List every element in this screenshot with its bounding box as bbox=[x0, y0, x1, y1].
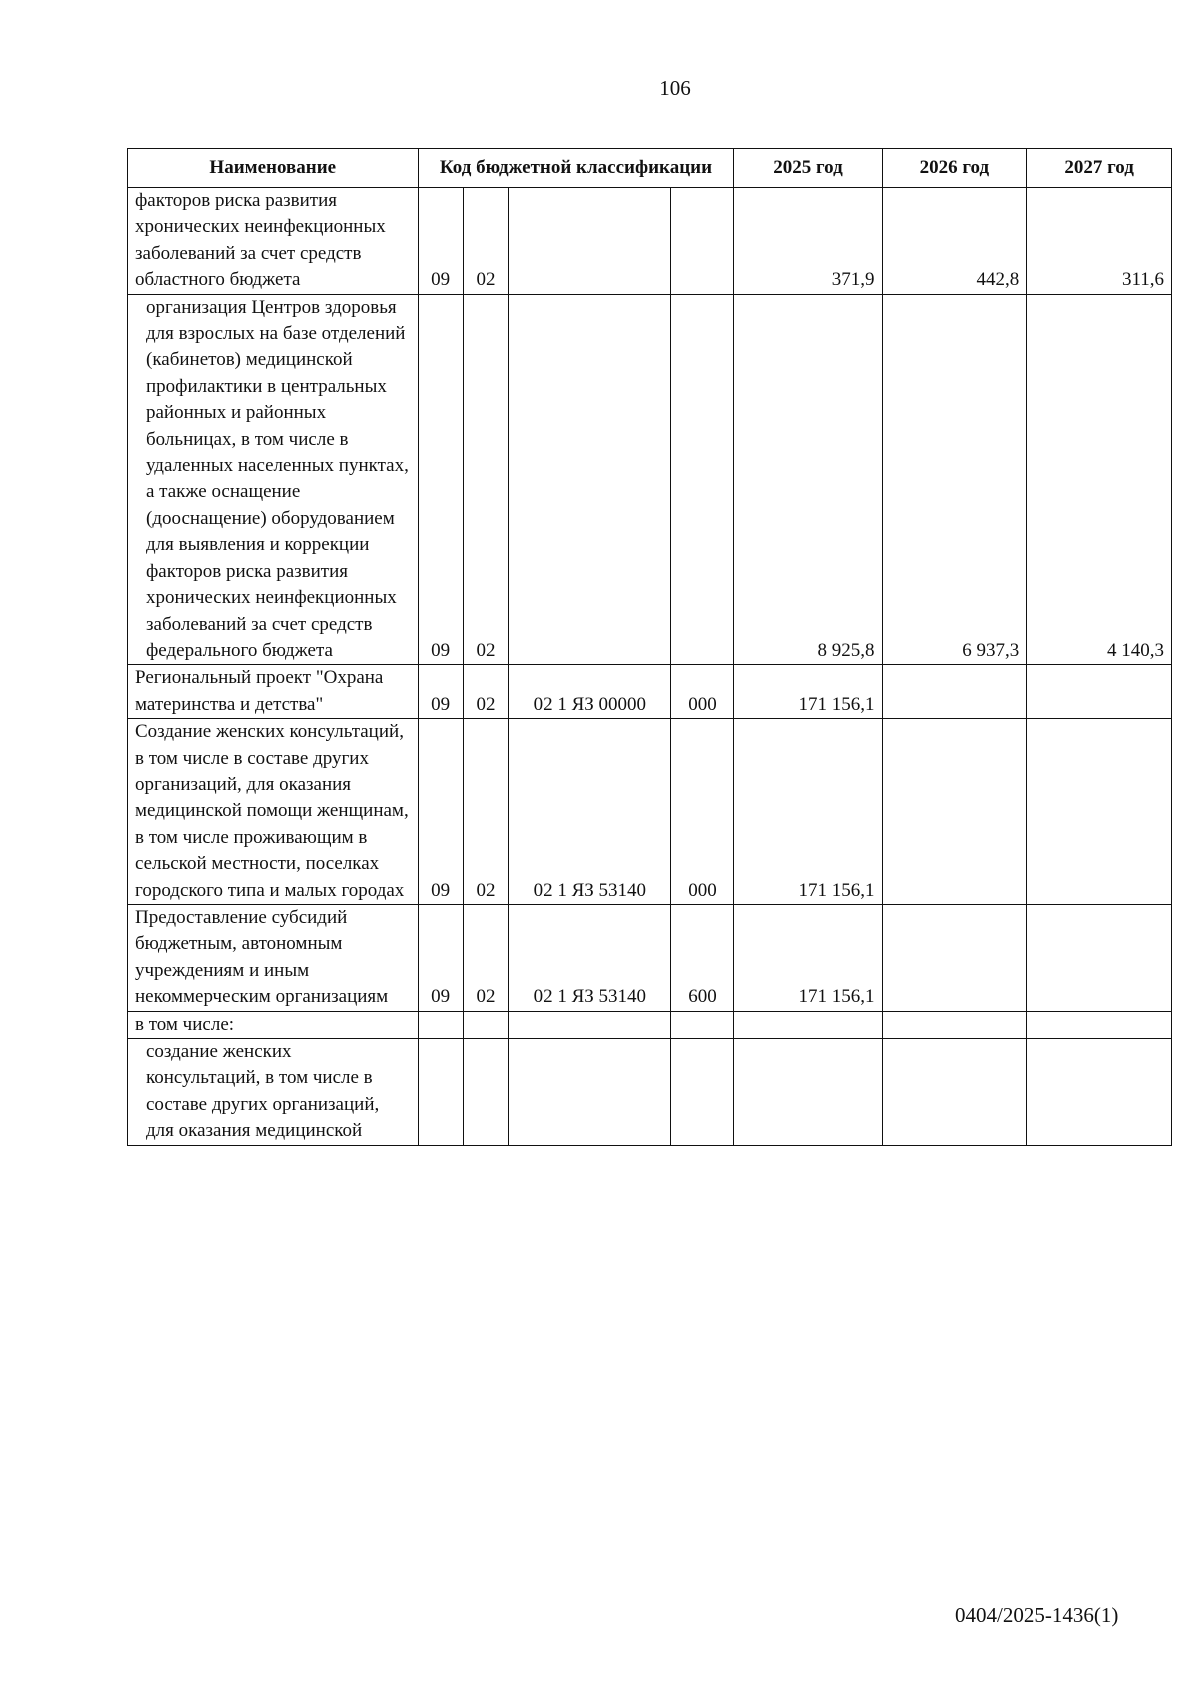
row-target-article: 02 1 ЯЗ 53140 bbox=[509, 719, 671, 905]
row-section: 09 bbox=[418, 665, 463, 719]
row-2027: 4 140,3 bbox=[1027, 294, 1172, 665]
row-2026 bbox=[882, 719, 1027, 905]
row-2027 bbox=[1027, 665, 1172, 719]
row-2027 bbox=[1027, 1011, 1172, 1038]
row-name: Региональный проект "Охрана материнства и детства" bbox=[128, 665, 419, 719]
row-section: 09 bbox=[418, 188, 463, 295]
row-section bbox=[418, 1011, 463, 1038]
row-2026 bbox=[882, 904, 1027, 1011]
row-expense-type bbox=[671, 188, 734, 295]
header-name: Наименование bbox=[128, 149, 419, 188]
document-code: 0404/2025-1436(1) bbox=[955, 1603, 1119, 1627]
table-header-row bbox=[128, 149, 1172, 188]
row-name: в том числе: bbox=[128, 1011, 419, 1038]
row-expense-type bbox=[671, 1039, 734, 1146]
table-row bbox=[128, 1039, 1172, 1146]
row-expense-type: 000 bbox=[671, 719, 734, 905]
row-expense-type: 000 bbox=[671, 665, 734, 719]
row-subsection: 02 bbox=[463, 188, 508, 295]
row-2026: 6 937,3 bbox=[882, 294, 1027, 665]
row-name: факторов риска развития хронических неинфекционных заболеваний за счет средств областного бюджета bbox=[128, 188, 419, 295]
row-name: организация Центров здоровья для взрослых на базе отделений (кабинетов) медицинской профилактики в центральных районных и районных больницах, в том числе в удаленных населенных пунктах, а также оснащение (дооснащение) оборудованием для выявления и коррекции факторов риска развития хронических неинфекционных заболеваний за счет средств федерального бюджета bbox=[128, 294, 419, 665]
row-section: 09 bbox=[418, 719, 463, 905]
table-row bbox=[128, 665, 1172, 719]
budget-table bbox=[127, 148, 1172, 1146]
row-name: Создание женских консультаций, в том числе в составе других организаций, для оказания медицинской помощи женщинам, в том числе проживающим в сельской местности, поселках городского типа и малых городах bbox=[128, 719, 419, 905]
table-row bbox=[128, 719, 1172, 905]
row-2026 bbox=[882, 1039, 1027, 1146]
row-2027 bbox=[1027, 904, 1172, 1011]
row-target-article bbox=[509, 1039, 671, 1146]
row-subsection bbox=[463, 1011, 508, 1038]
row-2025: 371,9 bbox=[734, 188, 882, 295]
page-number: 106 bbox=[659, 76, 691, 100]
row-subsection: 02 bbox=[463, 904, 508, 1011]
row-target-article bbox=[509, 1011, 671, 1038]
row-target-article bbox=[509, 188, 671, 295]
table-row bbox=[128, 904, 1172, 1011]
row-2025: 8 925,8 bbox=[734, 294, 882, 665]
row-target-article: 02 1 ЯЗ 00000 bbox=[509, 665, 671, 719]
row-subsection: 02 bbox=[463, 665, 508, 719]
header-code: Код бюджетной классификации bbox=[418, 149, 734, 188]
row-2025 bbox=[734, 1011, 882, 1038]
row-2025: 171 156,1 bbox=[734, 719, 882, 905]
row-subsection bbox=[463, 1039, 508, 1146]
row-expense-type bbox=[671, 1011, 734, 1038]
header-2025: 2025 год bbox=[734, 149, 882, 188]
row-subsection: 02 bbox=[463, 294, 508, 665]
row-expense-type: 600 bbox=[671, 904, 734, 1011]
row-2026 bbox=[882, 665, 1027, 719]
row-expense-type bbox=[671, 294, 734, 665]
row-subsection: 02 bbox=[463, 719, 508, 905]
row-target-article: 02 1 ЯЗ 53140 bbox=[509, 904, 671, 1011]
row-section: 09 bbox=[418, 294, 463, 665]
row-name: создание женских консультаций, в том числе в составе других организаций, для оказания медицинской bbox=[128, 1039, 419, 1146]
header-2026: 2026 год bbox=[882, 149, 1027, 188]
row-section: 09 bbox=[418, 904, 463, 1011]
row-2025: 171 156,1 bbox=[734, 665, 882, 719]
table-row bbox=[128, 1011, 1172, 1038]
row-2027 bbox=[1027, 719, 1172, 905]
row-2025 bbox=[734, 1039, 882, 1146]
row-2027 bbox=[1027, 1039, 1172, 1146]
table-row bbox=[128, 188, 1172, 295]
row-2025: 171 156,1 bbox=[734, 904, 882, 1011]
row-2026 bbox=[882, 1011, 1027, 1038]
row-section bbox=[418, 1039, 463, 1146]
row-2027: 311,6 bbox=[1027, 188, 1172, 295]
row-2026: 442,8 bbox=[882, 188, 1027, 295]
row-name: Предоставление субсидий бюджетным, автономным учреждениям и иным некоммерческим организациям bbox=[128, 904, 419, 1011]
table-row bbox=[128, 294, 1172, 665]
header-2027: 2027 год bbox=[1027, 149, 1172, 188]
row-target-article bbox=[509, 294, 671, 665]
